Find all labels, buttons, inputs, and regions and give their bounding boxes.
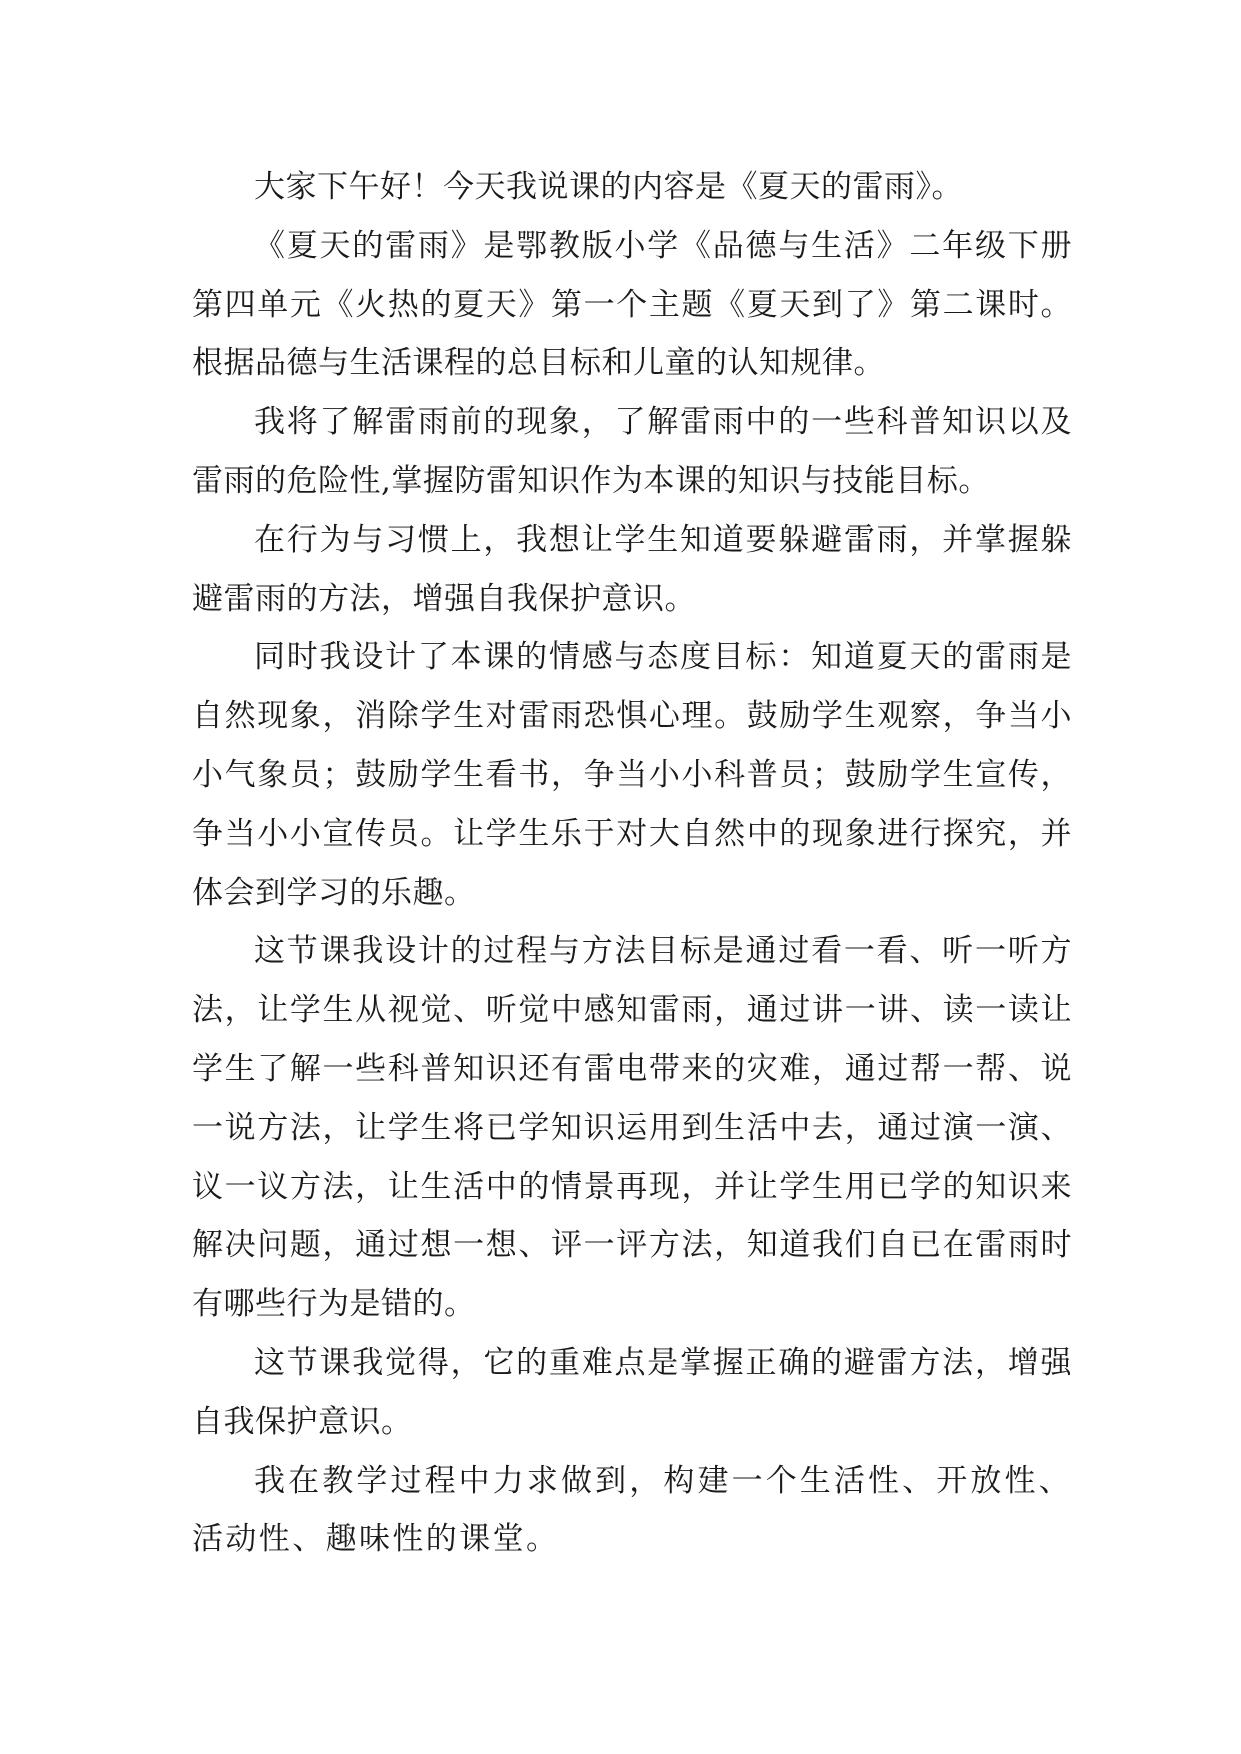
paragraph-behavior-goal: 在行为与习惯上，我想让学生知道要躲避雷雨，并掌握躲避雷雨的方法，增强自我保护意识。 bbox=[192, 521, 1072, 617]
paragraph-emotion-goal: 同时我设计了本课的情感与态度目标：知道夏天的雷雨是自然现象，消除学生对雷雨恐惧心理。鼓励学生观察，争当小小气象员；鼓励学生看书，争当小小科普员；鼓励学生宣传，争当小小宣传员。让学生乐于对大自然中的现象进行探究，并体会到学习的乐趣。 bbox=[192, 639, 1072, 911]
paragraph-process-goal: 这节课我设计的过程与方法目标是通过看一看、听一听方法，让学生从视觉、听觉中感知雷雨，通过讲一讲、读一读让学生了解一些科普知识还有雷电带来的灾难，通过帮一帮、说一说方法，让学生将已学知识运用到生活中去，通过演一演、议一议方法，让生活中的情景再现，并让学生用已学的知识来解决问题，通过想一想、评一评方法，知道我们自已在雷雨时有哪些行为是错的。 bbox=[192, 933, 1072, 1323]
paragraph-teaching-approach: 我在教学过程中力求做到，构建一个生活性、开放性、活动性、趣味性的课堂。 bbox=[192, 1462, 1072, 1558]
paragraph-greeting: 大家下午好！今天我说课的内容是《夏天的雷雨》。 bbox=[254, 169, 963, 205]
paragraph-knowledge-goal: 我将了解雷雨前的现象，了解雷雨中的一些科普知识以及雷雨的危险性,掌握防雷知识作为本课的知识与技能目标。 bbox=[192, 404, 1072, 499]
document-body bbox=[192, 158, 1072, 1569]
paragraph-key-points: 这节课我觉得，它的重难点是掌握正确的避雷方法，增强自我保护意识。 bbox=[192, 1344, 1072, 1440]
paragraph-lesson-intro: 《夏天的雷雨》是鄂教版小学《品德与生活》二年级下册第四单元《火热的夏天》第一个主题《夏天到了》第二课时。根据品德与生活课程的总目标和儿童的认知规律。 bbox=[192, 227, 1072, 382]
